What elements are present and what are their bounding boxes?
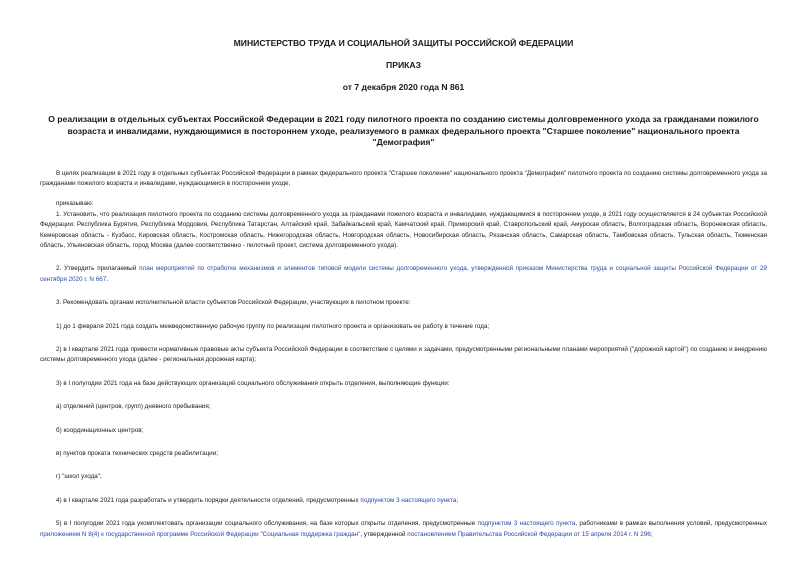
- subparagraph-3-3: 3) в I полугодии 2021 года на базе действующих организаций социального обслуживания открыть отделения, выполняющие функции:: [56, 379, 450, 387]
- item-3-3-b: б) координационных центров;: [56, 426, 144, 434]
- subparagraph-3-5: [40, 519, 767, 540]
- subparagraph-3-link-2[interactable]: подпунктом 3 настоящего пункта: [477, 520, 576, 528]
- item-3-3-a: а) отделений (центров, групп) дневного пребывания;: [56, 403, 211, 411]
- subparagraph-3-1: 1) до 1 февраля 2021 года создать межведомственную рабочую группу по реализации пилотного проекта и организовать ее работу в течение года;: [56, 322, 490, 330]
- document-type: ПРИКАЗ: [386, 60, 421, 70]
- ministry-heading: МИНИСТЕРСТВО ТРУДА И СОЦИАЛЬНОЙ ЗАЩИТЫ РОССИЙСКОЙ ФЕДЕРАЦИИ: [233, 38, 574, 48]
- item-3-3-v: в) пунктов проката технических средств реабилитации;: [56, 450, 218, 457]
- appendix-link[interactable]: приложением N 8(4) к государственной программе Российской Федерации "Социальная поддержка граждан": [40, 530, 361, 538]
- document-title: О реализации в отдельных субъектах Российской Федерации в 2021 году пилотного проекта по созданию системы долговременного ухода за гражданами пожилого возраста и инвалидами, нуждающимися в постороннем уходе, реализуемого в рамках федерального проекта "Старшее поколение" национального проекта "Демография": [48, 114, 759, 147]
- subparagraph-3-5-text-3: , утвержденной: [360, 530, 408, 538]
- subparagraph-3-5-end: ;: [650, 530, 653, 538]
- document-body: [40, 169, 767, 541]
- subparagraph-3-4: [40, 496, 767, 506]
- order-word: приказываю:: [56, 200, 94, 208]
- paragraph-2-end: .: [106, 275, 108, 283]
- paragraph-1: 1. Установить, что реализация пилотного проекта по созданию системы долговременного ухода за гражданами пожилого возраста и инвалидами, нуждающимися в постороннем уходе, в 2021 году осуществляется в 24 субъектах Российской Федерации: Республика Бурятия, Республика Мордовия, Республика Татарстан, Алтайский край, Забайкальский край, Камчатский край, Приморский край, Ставропольский край, Амурская область, Волгоградская область, Воронежская область, Кемеровская область - Кузбасс, Кировская область, Костромская область, Нижегородская область, Новгородская область, Новосибирская область, Рязанская область, Самарская область, Тамбовская область, Тульская область, Тюменская область, Ульяновская область, город Москва (далее соответственно - пилотный проект, система долговременного ухода).: [40, 210, 767, 249]
- subparagraph-3-4-end: ;: [456, 496, 459, 504]
- document-date-number: от 7 декабря 2020 года N 861: [342, 82, 465, 92]
- intro-paragraph: В целях реализации в 2021 году в отдельных субъектах Российской Федерации в рамках федерального проекта "Старшее поколение" национального проекта "Демография" пилотного проекта по созданию системы долговременного ухода за гражданами пожилого возраста и инвалидами, нуждающимися в постороннем уходе,: [40, 169, 767, 187]
- subparagraph-3-2: 2) в I квартале 2021 года привести нормативные правовые акты субъекта Российской Федерации в соответствие с целями и задачами, предусмотренными региональными планами мероприятий ("дорожной картой") по созданию и внедрению системы долговременного ухода (далее - региональная дорожная карта);: [40, 345, 767, 364]
- plan-link[interactable]: план мероприятий по отработке механизмов и элементов типовой модели системы долговременного ухода, утвержденной приказом Министерства труда и социальной защиты Российской Федерации от 29 сентября 2020 г. N 667: [40, 265, 768, 283]
- item-3-3-g: г) "школ ухода";: [56, 473, 102, 481]
- paragraph-3: 3. Рекомендовать органам исполнительной власти субъектов Российской Федерации, участвующих в пилотном проекте:: [56, 299, 411, 307]
- subparagraph-3-5-text-1: 5) в I полугодии 2021 года укомплектовать организации социального обслуживания, на базе которых открыты отделения, предусмотренные: [56, 520, 478, 528]
- paragraph-2-text: 2. Утвердить прилагаемый: [56, 265, 140, 273]
- subparagraph-3-5-text-2: , работниками в рамках выполнения условий, предусмотренных: [575, 520, 768, 528]
- paragraph-2: [40, 264, 767, 285]
- government-decree-link[interactable]: постановлением Правительства Российской Федерации от 15 апреля 2014 г. N 296: [407, 530, 651, 538]
- subparagraph-3-4-text: 4) в I квартале 2021 года разработать и утвердить порядки деятельности отделений, предусмотренных: [56, 496, 361, 504]
- subparagraph-3-link[interactable]: подпунктом 3 настоящего пункта: [360, 496, 457, 504]
